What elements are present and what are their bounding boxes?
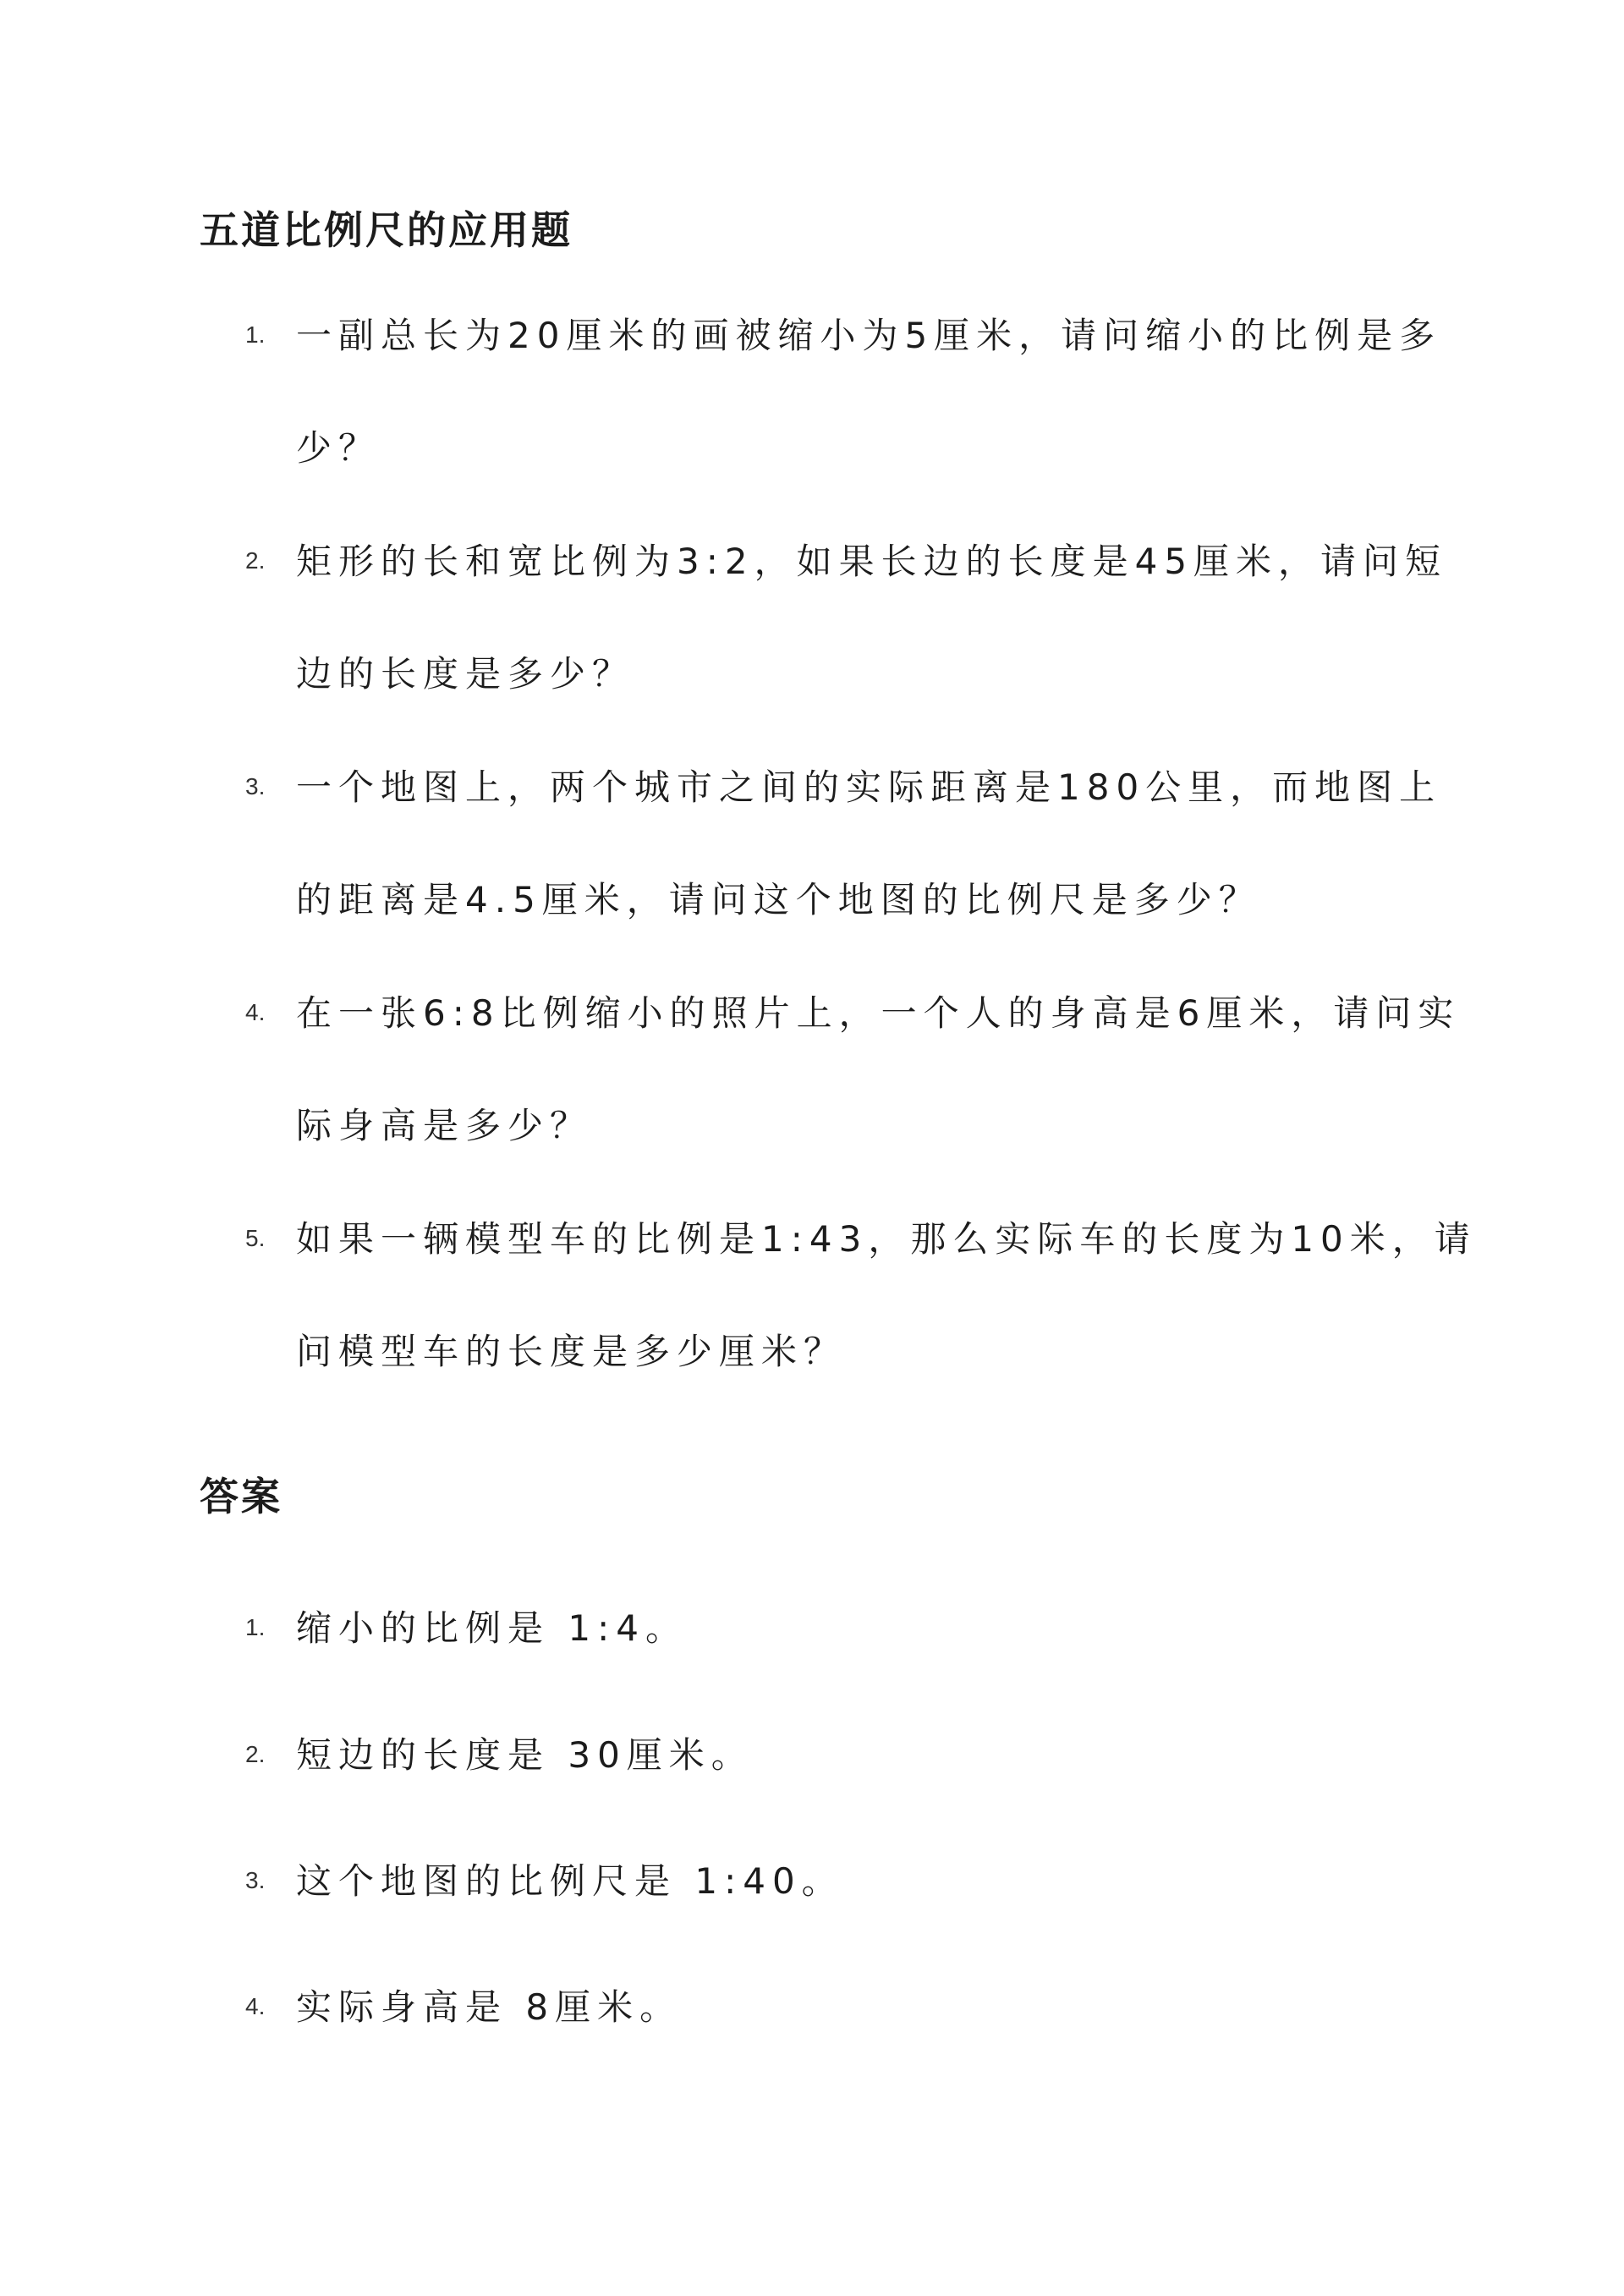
- answer-text: 实际身高是 8厘米。: [296, 1986, 683, 2028]
- answer-number: 1.: [245, 1614, 266, 1640]
- question-text: 如果一辆模型车的比例是1:43，那么实际车的长度为10米，请问模型车的长度是多少厘米？: [296, 1218, 1477, 1372]
- answers-title: 答案: [200, 1474, 283, 1519]
- question-number: 4.: [245, 999, 266, 1025]
- answer-number: 3.: [245, 1867, 266, 1893]
- question-number: 2.: [245, 547, 266, 574]
- answer-text: 这个地图的比例尺是 1:40。: [296, 1860, 844, 1902]
- page-title: 五道比例尺的应用题: [200, 207, 573, 253]
- answer-number: 4.: [245, 1993, 266, 2019]
- question-number: 1.: [245, 321, 266, 348]
- question-text: 矩形的长和宽比例为3:2，如果长边的长度是45厘米，请问短边的长度是多少？: [296, 541, 1448, 695]
- question-text: 一副总长为20厘米的画被缩小为5厘米，请问缩小的比例是多少？: [296, 315, 1442, 469]
- question-text: 在一张6:8比例缩小的照片上，一个人的身高是6厘米，请问实际身高是多少？: [296, 992, 1461, 1146]
- question-number: 3.: [245, 773, 266, 799]
- answer-text: 短边的长度是 30厘米。: [296, 1734, 754, 1776]
- question-number: 5.: [245, 1225, 266, 1251]
- question-text: 一个地图上，两个城市之间的实际距离是180公里，而地图上的距离是4.5厘米，请问这个地图的比例尺是多少？: [296, 766, 1442, 920]
- answer-number: 2.: [245, 1741, 266, 1767]
- answer-text: 缩小的比例是 1:4。: [296, 1607, 688, 1649]
